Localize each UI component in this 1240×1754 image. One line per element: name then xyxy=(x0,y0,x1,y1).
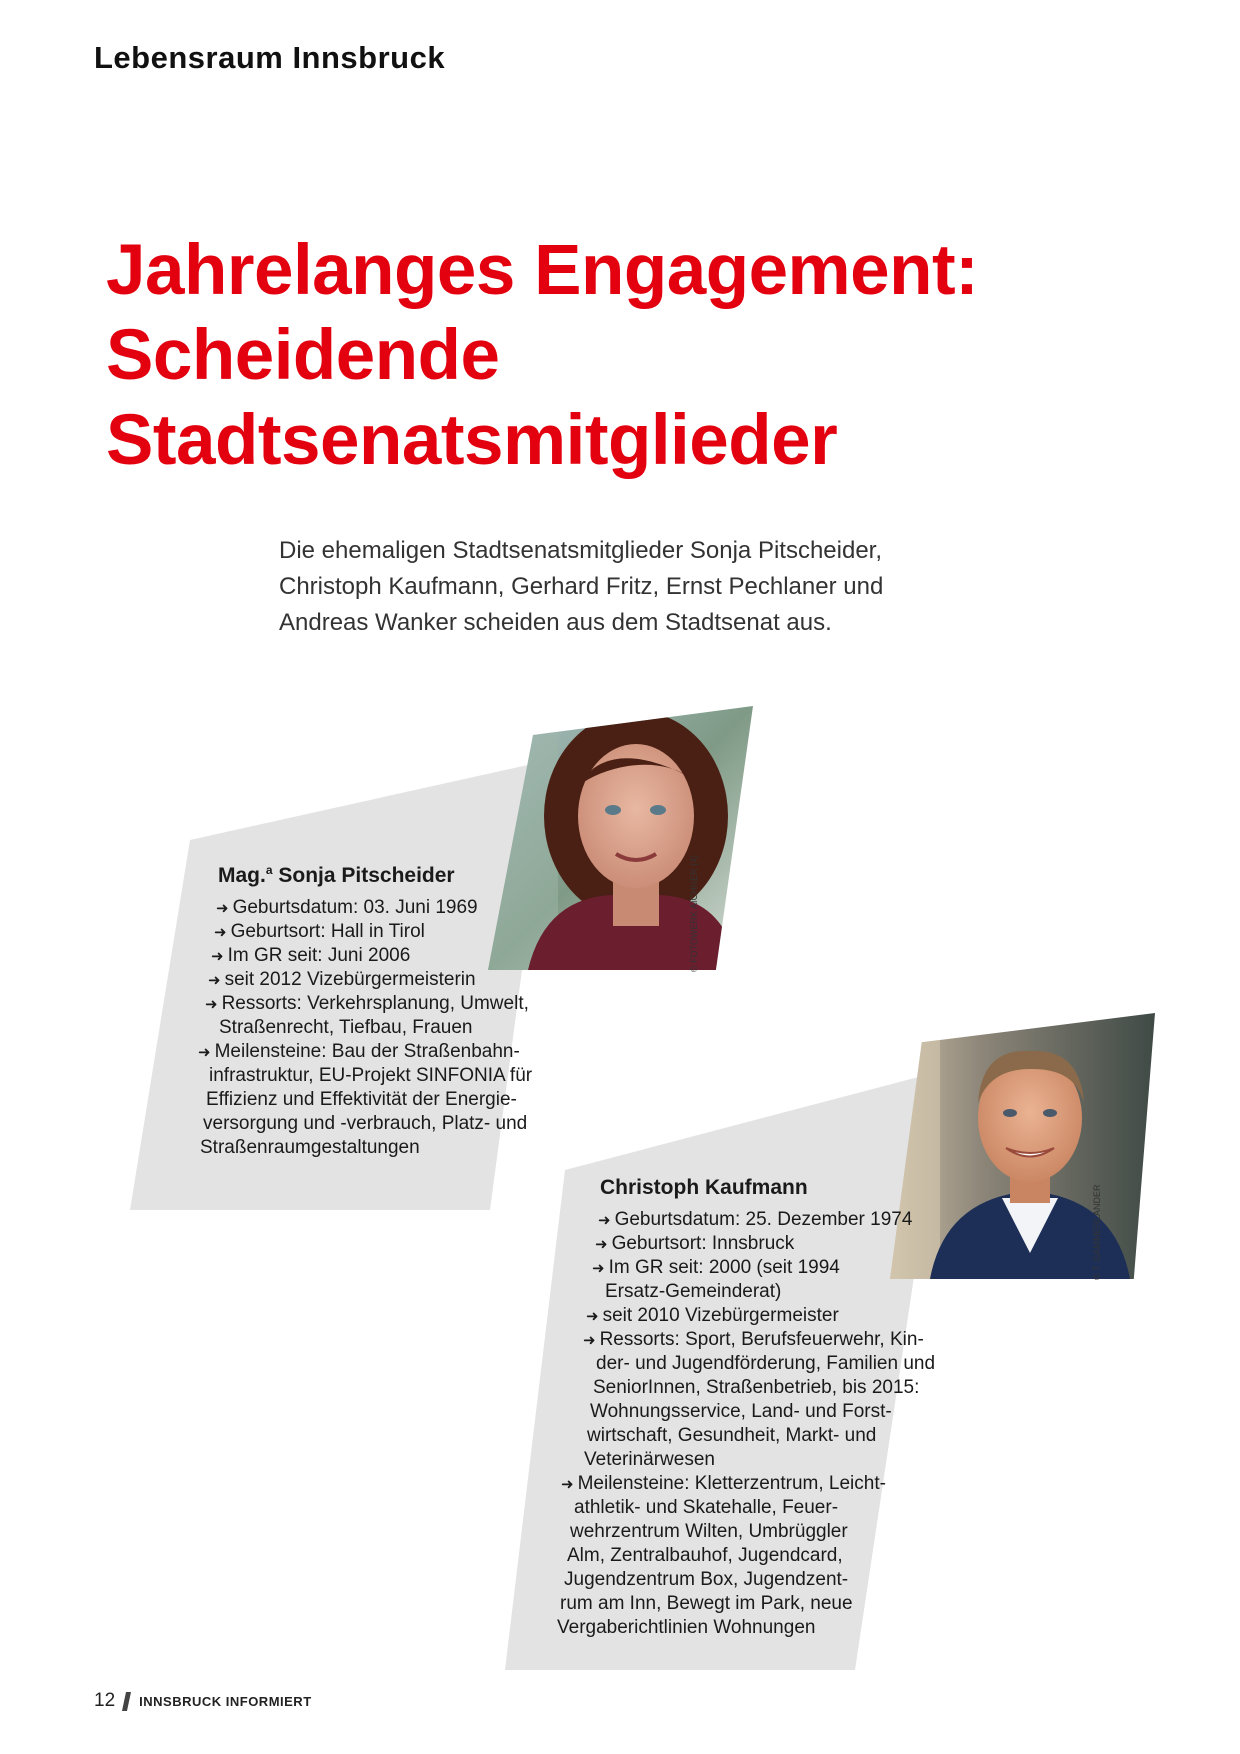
fact-council-since-cont: Ersatz-Gemeinderat) xyxy=(605,1281,782,1302)
fact-milestones-cont: infrastruktur, EU-Projekt SINFONIA für xyxy=(209,1065,533,1086)
photo-credit-pitscheider: © FOTOWERK AICHNER (4) xyxy=(689,855,699,972)
fact-milestones-cont: Alm, Zentralbauhof, Jugendcard, xyxy=(567,1545,843,1566)
arrow-right-icon: ➜ xyxy=(216,899,229,917)
arrow-right-icon: ➜ xyxy=(561,1475,574,1493)
profile-name: Mag.$^a$ Sonja Pitscheider xyxy=(218,863,455,887)
fact-milestones: ➜ Meilensteine: Kletterzentrum, Leicht- xyxy=(561,1473,886,1494)
profile-name: Christoph Kaufmann xyxy=(600,1176,808,1199)
fact-portfolios: ➜ Ressorts: Verkehrsplanung, Umwelt, xyxy=(205,993,529,1014)
fact-council-since: ➜ Im GR seit: Juni 2006 xyxy=(211,945,411,966)
fact-portfolios-cont: wirtschaft, Gesundheit, Markt- und xyxy=(587,1425,877,1446)
headline-line-3: Stadtsenatsmitglieder xyxy=(106,401,838,480)
fact-milestones-cont: versorgung und -verbrauch, Platz- und xyxy=(203,1113,528,1134)
fact-council-since: ➜ Im GR seit: 2000 (seit 1994 xyxy=(592,1257,840,1278)
arrow-right-icon: ➜ xyxy=(214,923,227,941)
fact-vice-mayor: ➜ seit 2012 Vizebürgermeisterin xyxy=(208,969,476,990)
fact-birthdate: ➜ Geburtsdatum: 03. Juni 1969 xyxy=(216,897,478,918)
fact-list xyxy=(198,896,533,1160)
arrow-right-icon: ➜ xyxy=(211,947,224,965)
headline xyxy=(106,228,978,483)
fact-milestones-cont: Effizienz und Effektivität der Energie- xyxy=(206,1089,517,1110)
profile-kaufmann xyxy=(557,1176,936,1640)
arrow-right-icon: ➜ xyxy=(205,995,218,1013)
fact-portfolios-cont: Wohnungsservice, Land- und Forst- xyxy=(590,1401,892,1422)
fact-birthdate: ➜ Geburtsdatum: 25. Dezember 1974 xyxy=(598,1209,913,1230)
headline-line-1: Jahrelanges Engagement: xyxy=(106,231,979,310)
fact-portfolios: ➜ Ressorts: Sport, Berufsfeuerwehr, Kin- xyxy=(583,1329,924,1350)
photo-credit-kaufmann: © T. GAMMERLANDER xyxy=(1092,1184,1102,1280)
page-number: 12 xyxy=(94,1690,116,1711)
fact-birthplace: ➜ Geburtsort: Hall in Tirol xyxy=(214,921,425,942)
profile-pitscheider xyxy=(198,858,533,1160)
fact-milestones: ➜ Meilensteine: Bau der Straßenbahn- xyxy=(198,1041,520,1062)
fact-portfolios-cont: der- und Jugendförderung, Familien und xyxy=(596,1353,936,1374)
arrow-right-icon: ➜ xyxy=(595,1235,608,1253)
fact-list xyxy=(557,1208,936,1640)
arrow-right-icon: ➜ xyxy=(598,1211,611,1229)
fact-birthplace: ➜ Geburtsort: Innsbruck xyxy=(595,1233,795,1254)
intro-paragraph: Die ehemaligen Stadtsenatsmitglieder Sonja Pitscheider, Christoph Kaufmann, Gerhard Fritz, Ernst Pechlaner und Andreas Wanker scheiden aus dem Stadtsenat aus. xyxy=(279,537,884,636)
publication-name: INNSBRUCK INFORMIERT xyxy=(139,1693,312,1709)
separator-slash xyxy=(122,1692,131,1711)
fact-milestones-cont: Jugendzentrum Box, Jugendzent- xyxy=(564,1569,849,1590)
arrow-right-icon: ➜ xyxy=(583,1331,596,1349)
fact-milestones-cont: Vergaberichtlinien Wohnungen xyxy=(557,1617,816,1638)
fact-portfolios-cont: Veterinärwesen xyxy=(584,1449,715,1470)
fact-milestones-cont: rum am Inn, Bewegt im Park, neue xyxy=(560,1593,853,1614)
fact-milestones-cont: wehrzentrum Wilten, Umbrüggler xyxy=(570,1521,848,1542)
headline-line-2: Scheidende xyxy=(106,316,500,395)
page-footer xyxy=(94,1690,312,1712)
fact-vice-mayor: ➜ seit 2010 Vizebürgermeister xyxy=(586,1305,839,1326)
fact-portfolios-cont: Straßenrecht, Tiefbau, Frauen xyxy=(219,1017,473,1038)
fact-milestones-cont: athletik- und Skatehalle, Feuer- xyxy=(574,1497,839,1518)
fact-milestones-cont: Straßenraumgestaltungen xyxy=(200,1137,420,1158)
arrow-right-icon: ➜ xyxy=(208,971,221,989)
arrow-right-icon: ➜ xyxy=(198,1043,211,1061)
arrow-right-icon: ➜ xyxy=(586,1307,599,1325)
section-label: Lebensraum Innsbruck xyxy=(94,40,446,75)
arrow-right-icon: ➜ xyxy=(592,1259,605,1277)
fact-portfolios-cont: SeniorInnen, Straßenbetrieb, bis 2015: xyxy=(593,1377,920,1398)
